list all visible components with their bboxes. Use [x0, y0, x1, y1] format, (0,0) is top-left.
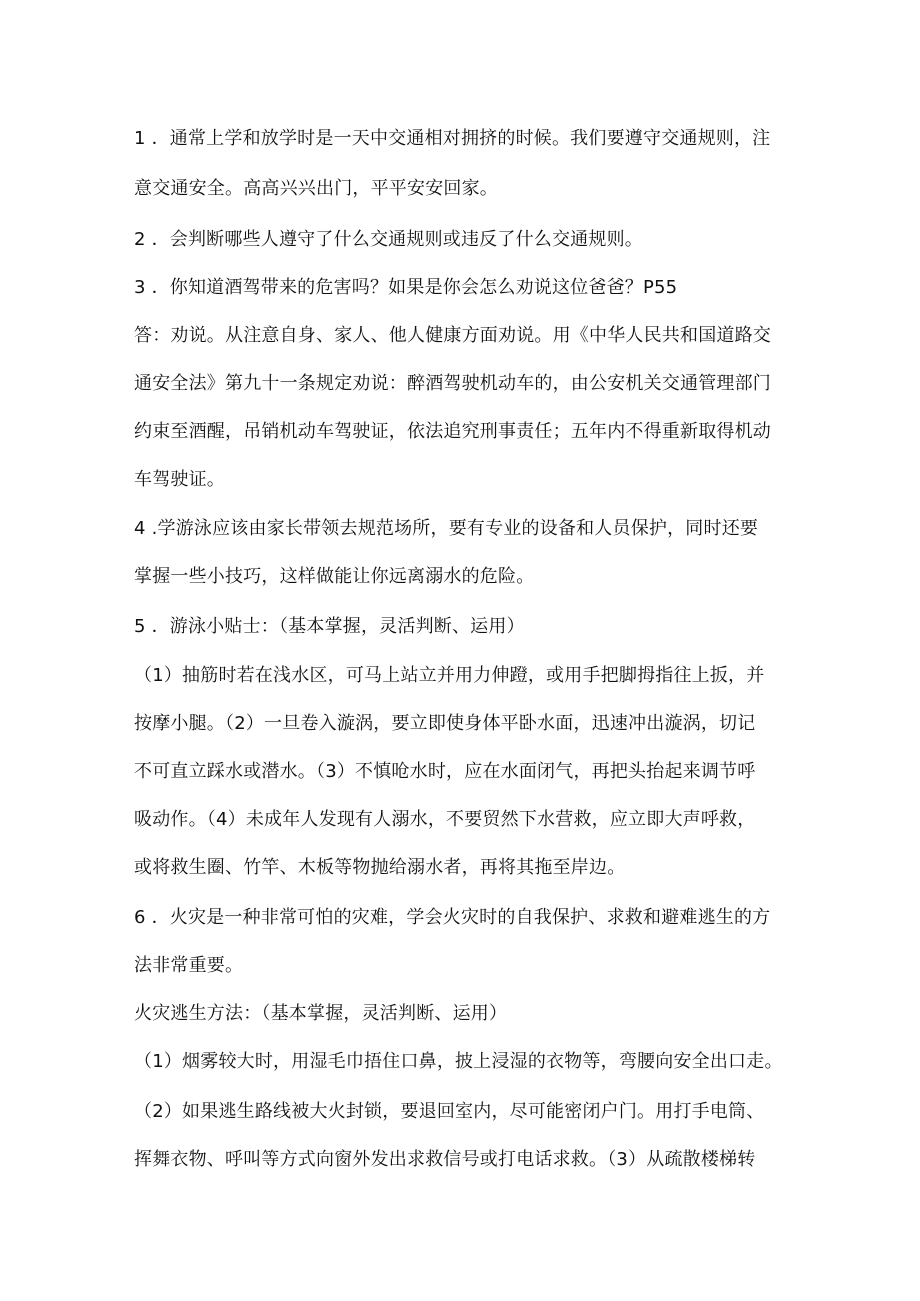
text-line-20: （1）烟雾较大时，用湿毛巾捂住口鼻，披上浸湿的衣物等，弯腰向安全出口走。: [134, 1051, 783, 1072]
text-line-19: 火灾逃生方法：（基本掌握，灵活判断、运用）: [134, 1003, 508, 1024]
text-line-17: 6 ．火灾是一种非常可怕的灾难，学会火灾时的自我保护、求救和避难逃生的方: [134, 907, 771, 928]
text-line-16: 或将救生圈、竹竿、木板等物抛给溺水者，再将其拖至岸边。: [134, 857, 626, 878]
text-line-10: 掌握一些小技巧，这样做能让你远离溺水的危险。: [134, 566, 535, 587]
text-line-2: 意交通安全。高高兴兴出门，平平安安回家。: [134, 178, 498, 199]
text-line-22: 挥舞衣物、呼叫等方式向窗外发出求救信号或打电话求救。（3）从疏散楼梯转: [134, 1149, 756, 1170]
text-line-7: 约束至酒醒，吊销机动车驾驶证，依法追究刑事责任；五年内不得重新取得机动: [134, 421, 771, 442]
text-line-8: 车驾驶证。: [134, 469, 225, 490]
text-line-18: 法非常重要。: [134, 955, 244, 976]
text-line-5: 答：劝说。从注意自身、家人、他人健康方面劝说。用《中华人民共和国道路交: [134, 325, 771, 346]
text-line-12: （1）抽筋时若在浅水区，可马上站立并用力伸蹬，或用手把脚拇指往上扳，并: [134, 665, 765, 686]
text-line-1: 1 ．通常上学和放学时是一天中交通相对拥挤的时候。我们要遵守交通规则，注: [134, 128, 771, 149]
text-line-4: 3 ．你知道酒驾带来的危害吗？如果是你会怎么劝说这位爸爸？P55: [134, 277, 678, 298]
text-line-3: 2 ．会判断哪些人遵守了什么交通规则或违反了什么交通规则。: [134, 229, 643, 250]
text-line-21: （2）如果逃生路线被大火封锁，要退回室内，尽可能密闭户门。用打手电筒、: [134, 1101, 765, 1122]
text-line-13: 按摩小腿。（2）一旦卷入漩涡，要立即使身体平卧水面，迅速冲出漩涡，切记: [134, 713, 756, 734]
text-line-14: 不可直立踩水或潜水。（3）不慎呛水时，应在水面闭气，再把头抬起来调节呼: [134, 761, 756, 782]
text-line-6: 通安全法》第九十一条规定劝说：醉酒驾驶机动车的，由公安机关交通管理部门: [134, 373, 771, 394]
text-line-11: 5 ．游泳小贴士：（基本掌握，灵活判断、运用）: [134, 616, 525, 637]
text-line-9: 4 .学游泳应该由家长带领去规范场所，要有专业的设备和人员保护，同时还要: [134, 518, 759, 539]
text-line-15: 吸动作。（4）未成年人发现有人溺水，不要贸然下水营救，应立即大声呼救，: [134, 809, 756, 830]
